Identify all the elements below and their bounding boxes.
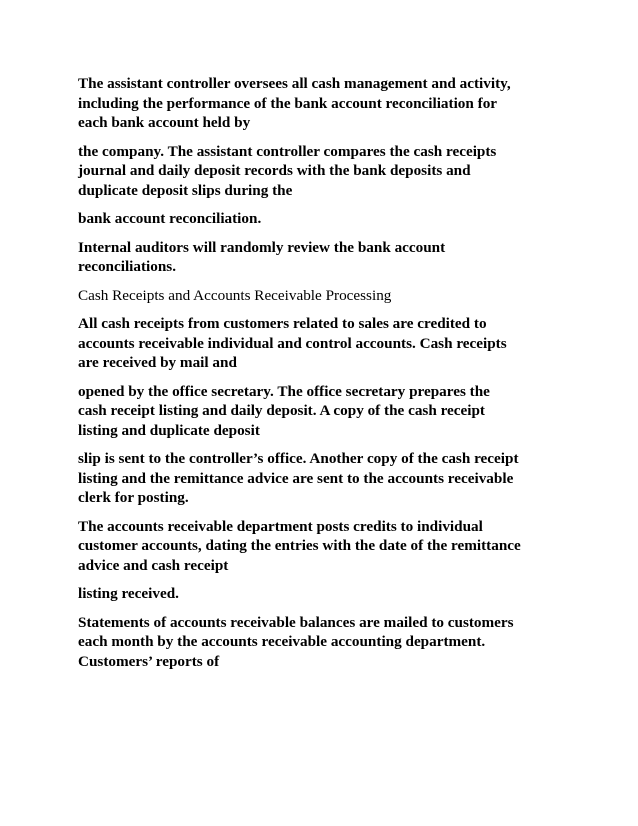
text-line: Statements of accounts receivable balances are mailed to customers [78, 613, 514, 631]
paragraph-reconciliation [78, 209, 578, 229]
text-line: each month by the accounts receivable accounting department. [78, 633, 486, 650]
text-line: each bank account held by [78, 114, 251, 131]
paragraph-cash-management [78, 74, 578, 133]
text-line: Internal auditors will randomly review the bank account [78, 238, 446, 256]
text-line: the company. The assistant controller compares the cash receipts [78, 142, 497, 160]
section-heading [78, 286, 578, 306]
paragraph-internal-auditors [78, 238, 578, 277]
paragraph-comparison [78, 142, 578, 201]
text-line: clerk for posting. [78, 489, 189, 506]
text-line: listing and the remittance advice are sent to the accounts receivable [78, 469, 514, 487]
text-line: duplicate deposit slips during the [78, 181, 293, 199]
text-line: including the performance of the bank account reconciliation for [78, 94, 498, 112]
text-line: slip is sent to the controller’s office. Another copy of the cash receipt [78, 450, 519, 467]
paragraph-office-secretary [78, 382, 578, 441]
paragraph-deposit-slip [78, 449, 578, 508]
text-line: The assistant controller oversees all cash management and activity, [78, 75, 511, 92]
text-line: listing received. [78, 585, 179, 602]
text-line: opened by the office secretary. The office secretary prepares the [78, 382, 490, 400]
heading-text: Cash Receipts and Accounts Receivable Processing [78, 286, 392, 304]
text-line: are received by mail and [78, 354, 237, 371]
paragraph-statements [78, 613, 578, 672]
paragraph-listing-received [78, 584, 578, 604]
document-body [78, 74, 578, 680]
text-line: reconciliations. [78, 258, 177, 275]
text-line: cash receipt listing and daily deposit. A copy of the cash receipt [78, 402, 485, 419]
text-line: advice and cash receipt [78, 556, 229, 574]
text-line: listing and duplicate deposit [78, 421, 260, 439]
text-line: The accounts receivable department posts credits to individual [78, 517, 483, 535]
text-line: journal and daily deposit records with the bank deposits and [78, 162, 471, 179]
paragraph-ar-department [78, 517, 578, 576]
text-line: bank account reconciliation. [78, 210, 262, 227]
text-line: All cash receipts from customers related to sales are credited to [78, 315, 487, 332]
text-line: accounts receivable individual and control accounts. Cash receipts [78, 334, 507, 352]
text-line: Customers’ reports of [78, 652, 220, 670]
text-line: customer accounts, dating the entries with the date of the remittance [78, 537, 521, 554]
paragraph-cash-receipts [78, 314, 578, 373]
